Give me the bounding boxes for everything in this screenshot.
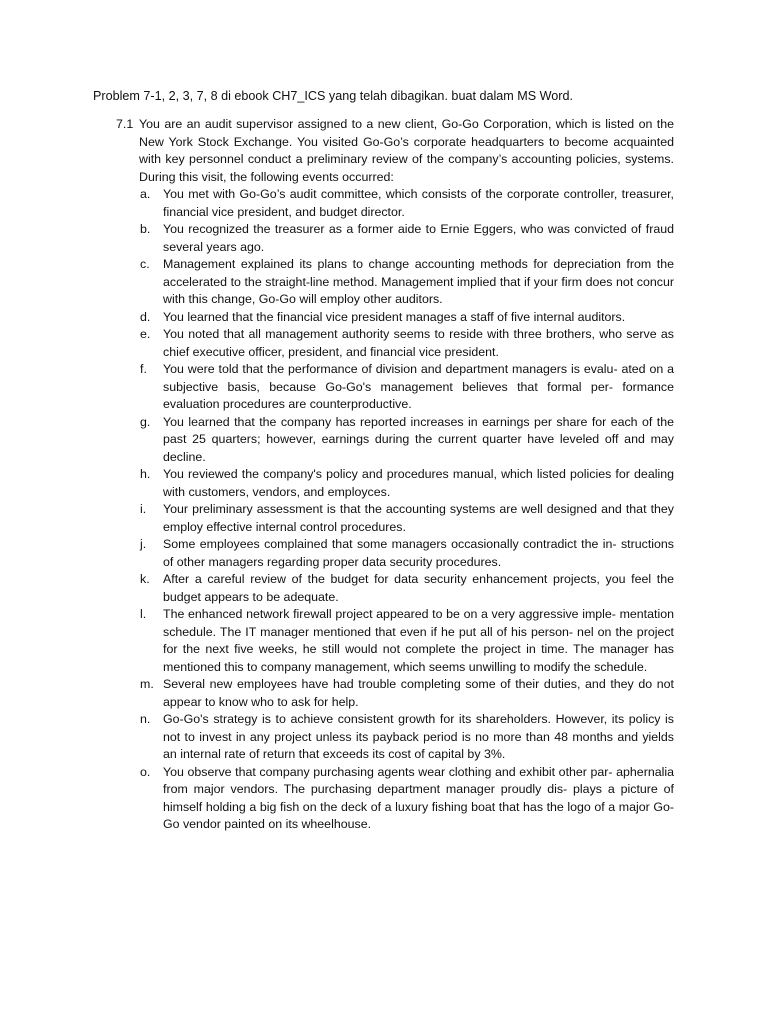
event-item-text: You met with Go-Go’s audit committee, which consists of the corporate controller, treasurer, financial vice president, and budget director. [163,187,674,219]
event-item [140,186,674,221]
event-item-letter: e. [140,327,151,341]
event-item-text: After a careful review of the budget for data security enhancement projects, you feel the budget appears to be adequate. [163,572,674,604]
event-item [140,466,674,501]
event-item-letter: a. [140,187,151,201]
assignment-heading: Problem 7-1, 2, 3, 7, 8 di ebook CH7_ICS yang telah dibagikan. buat dalam MS Word. [93,89,573,103]
event-item-text: You observe that company purchasing agents wear clothing and exhibit other par- aphernalia from major vendors. The purchasing department manager proudly dis- plays a picture of himself holding a big fish on the deck of a luxury fishing boat that has the logo of a major Go-Go vendor painted on its wheelhouse. [163,764,674,831]
event-item [140,501,674,536]
event-item-letter: k. [140,572,150,586]
event-item [140,414,674,467]
event-item-text: Some employees complained that some managers occasionally contradict the in- structions of other managers regarding proper data security procedures. [163,537,674,569]
event-item-letter: n. [140,712,151,726]
problem-7-1 [116,116,674,834]
event-item [140,221,674,256]
event-item-text: You learned that the company has reported increases in earnings per share for each of the past 25 quarters; however, earnings during the current quarter have leveled off and may decline. [163,414,674,464]
event-item-letter: j. [140,537,147,551]
event-item-letter: d. [140,309,151,324]
problem-number: 7.1 [116,117,134,131]
event-list [116,186,674,834]
event-item-text: You noted that all management authority seems to reside with three brothers, who serve as chief executive officer, president, and financial vice president. [163,327,674,359]
event-item [140,326,674,361]
event-item [140,309,674,327]
event-item-letter: h. [140,467,151,481]
event-item-letter: i. [140,502,147,516]
problem-intro-text: You are an audit supervisor assigned to a new client, Go-Go Corporation, which is listed on the New York Stock Exchange. You visited Go-Go’s corporate headquarters to become acquainted with key personnel conduct a preliminary review of the company’s accounting policies, systems. During this visit, the following events occurred: [139,117,674,184]
event-item [140,256,674,309]
event-item [140,711,674,764]
event-item-letter: g. [140,414,151,429]
event-item-letter: f. [140,362,147,376]
event-item-text: Several new employees have had trouble completing some of their duties, and they do not appear to know who to ask for help. [163,677,674,709]
event-item [140,764,674,834]
event-item-letter: m. [140,677,154,691]
event-item-text: You learned that the financial vice president manages a staff of five internal auditors. [163,309,626,324]
event-item-text: Management explained its plans to change accounting methods for depreciation from the accelerated to the straight-line method. Management implied that if your firm does not concur with this change, Go-Go will employ other auditors. [163,257,674,306]
event-item-letter: b. [140,222,151,236]
event-item [140,361,674,414]
event-item [140,571,674,606]
event-item-letter: c. [140,257,150,271]
event-item [140,676,674,711]
event-item [140,606,674,676]
event-item-text: Your preliminary assessment is that the accounting systems are well designed and that they employ effective internal control procedures. [163,502,674,534]
event-item-letter: o. [140,764,151,779]
event-item-text: The enhanced network firewall project appeared to be on a very aggressive imple- mentation schedule. The IT manager mentioned that even if he put all of his person- nel on the project for the next five weeks, he still would not complete the project in time. The manager has mentioned this to company management, which seems unwilling to modify the schedule. [163,607,674,674]
event-item-text: You recognized the treasurer as a former aide to Ernie Eggers, who was convicted of fraud several years ago. [163,222,674,254]
problem-intro [116,116,674,186]
event-item-text: Go-Go's strategy is to achieve consistent growth for its shareholders. However, its policy is not to invest in any project unless its payback period is no more than 48 months and yields an internal rate of return that exceeds its cost of capital by 3%. [163,712,674,761]
event-item-text: You were told that the performance of division and department managers is evalu- ated on a subjective basis, because Go-Go's management believes that formal per- formance evaluation procedures are counterproductive. [163,362,674,411]
event-item-letter: l. [140,607,147,621]
event-item [140,536,674,571]
event-item-text: You reviewed the company's policy and procedures manual, which listed policies for dealing with customers, vendors, and employces. [163,467,674,499]
